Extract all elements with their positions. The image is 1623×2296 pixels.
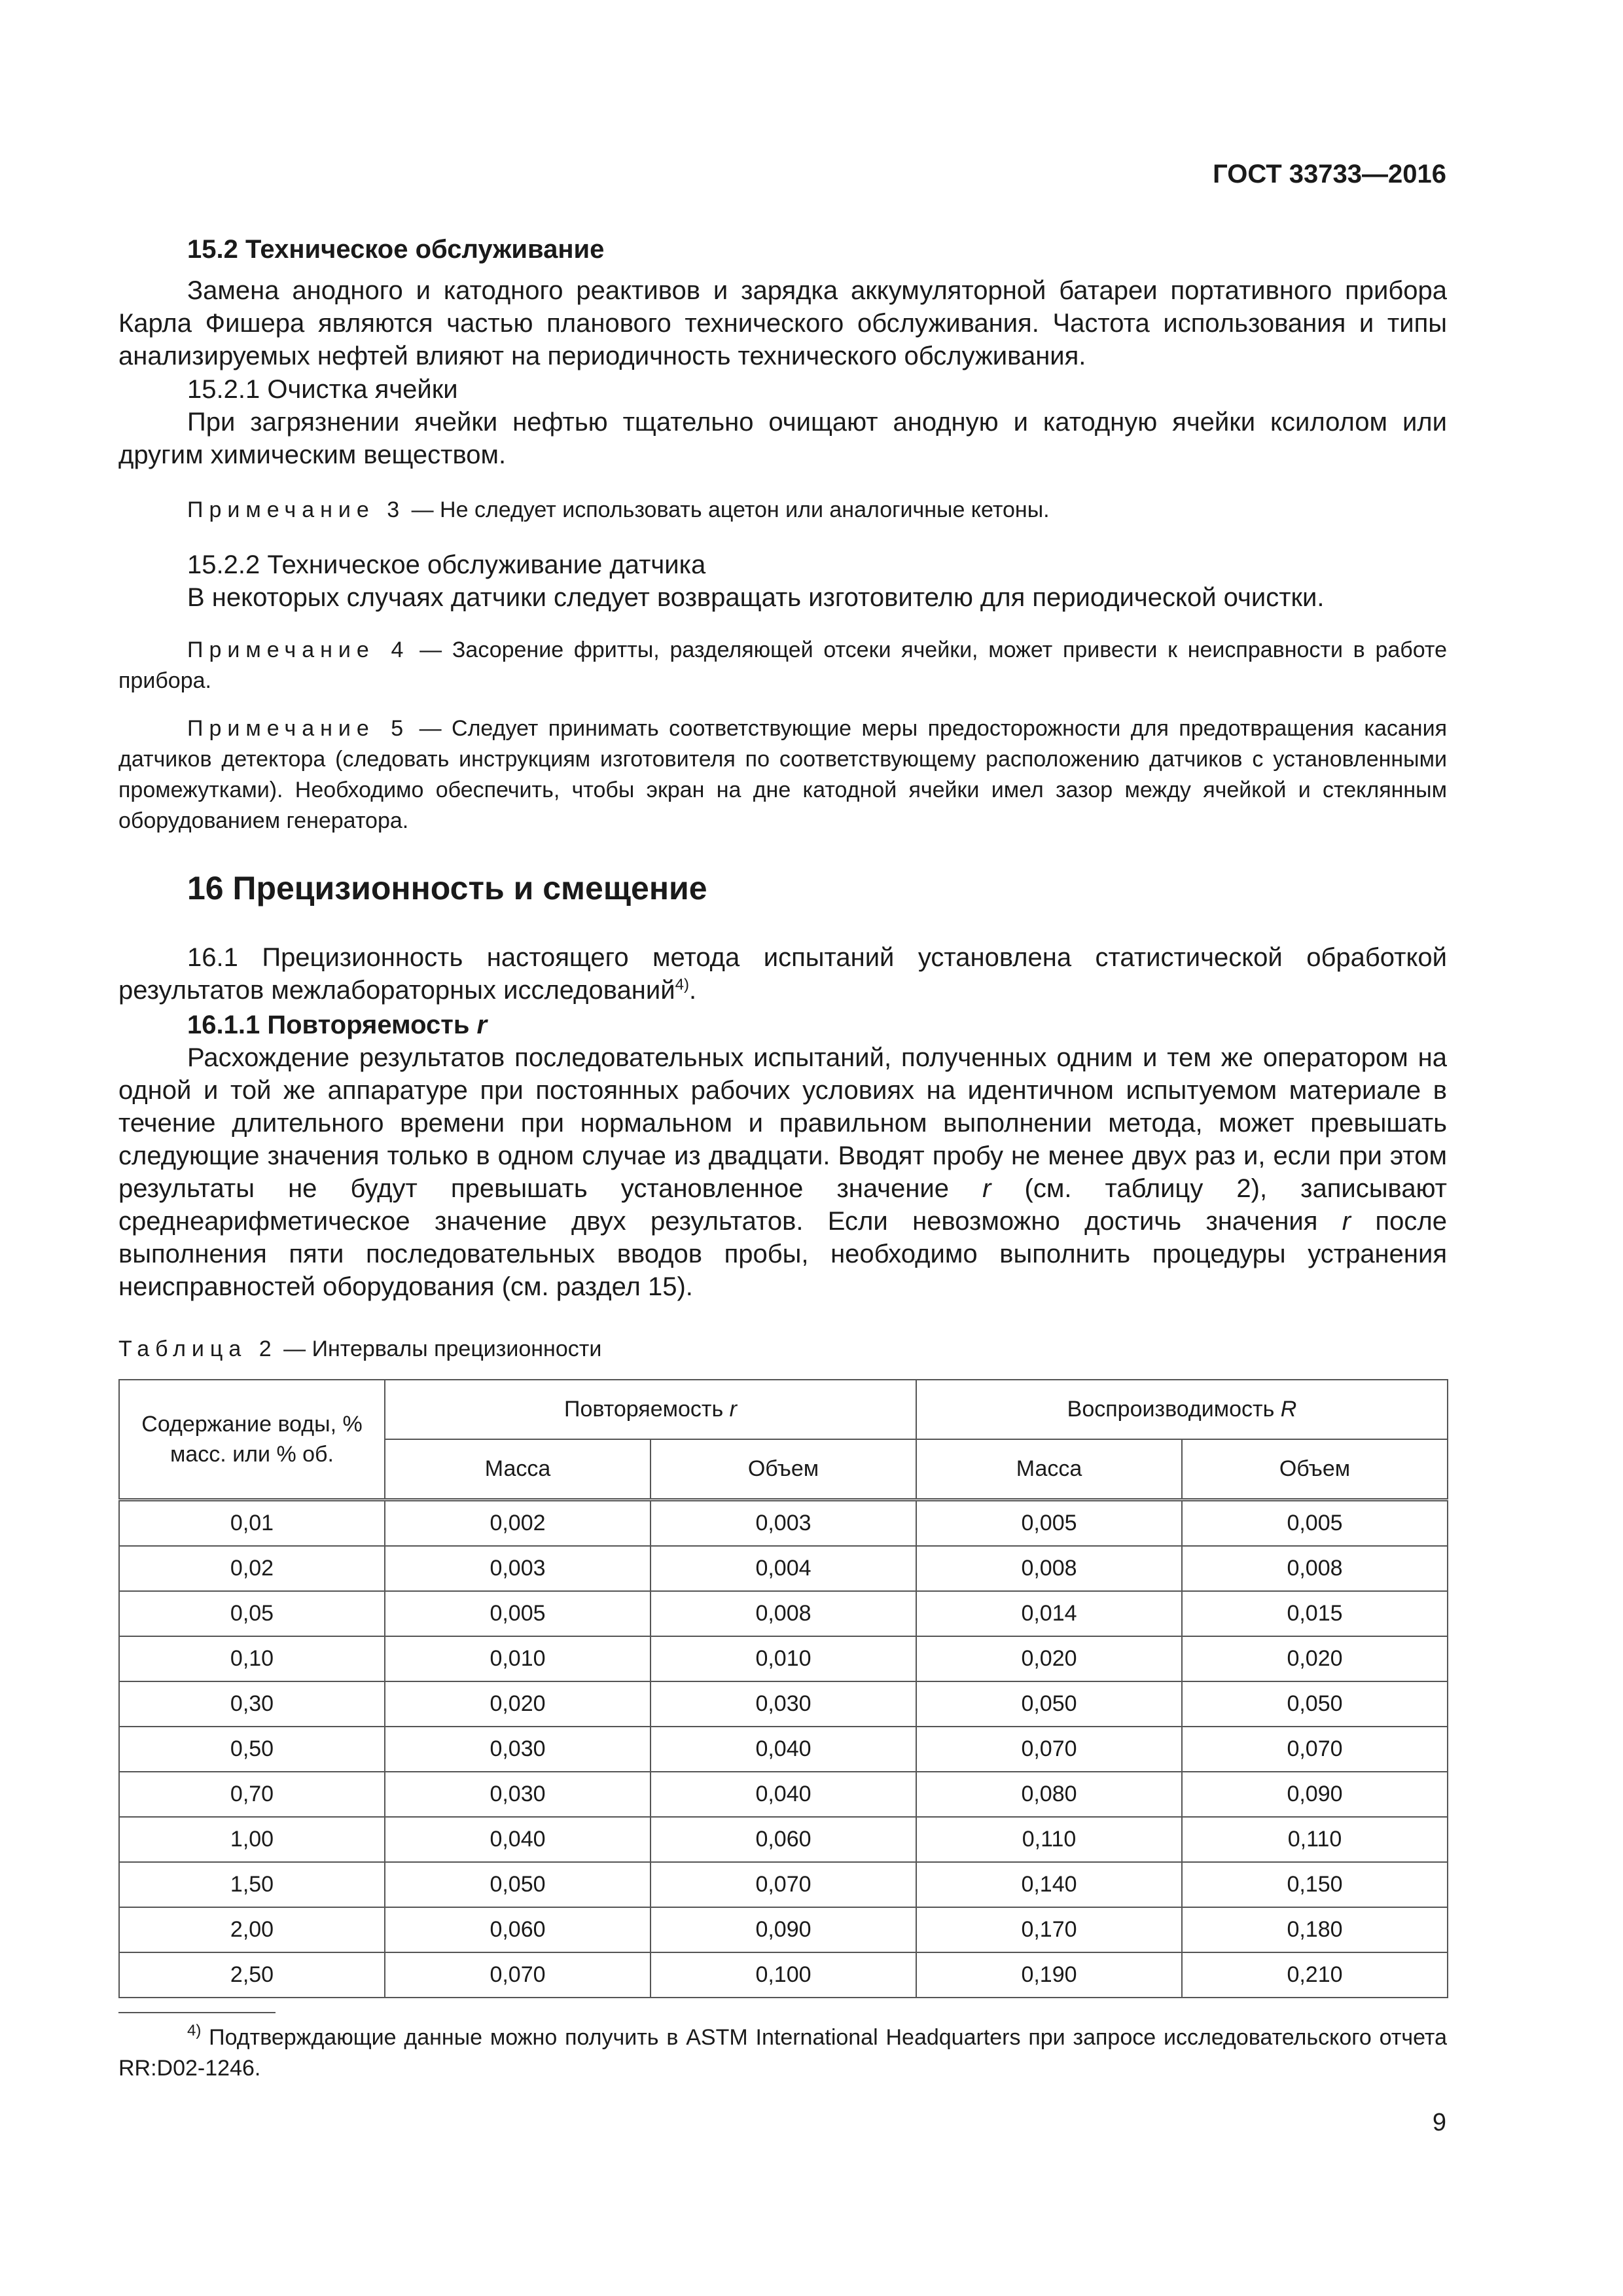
header-repeatability-text: Повторяемость [564, 1397, 730, 1422]
header-reproducibility-text: Воспроизводимость [1067, 1397, 1281, 1422]
section-15-2-heading: 15.2 Техническое обслуживание [187, 235, 605, 264]
footnote-4-text: Подтверждающие данные можно получить в ASTM International Headquarters при запросе исследовательского отчета RR:D02-1246. [118, 2025, 1447, 2081]
section-16-1-1-text-c: после выполнения пяти последовательных вводов пробы, необходимо выполнить процедуры устранения неисправностей оборудования (см. раздел 15). [118, 1207, 1447, 1301]
cell-water-content: 0,70 [119, 1772, 385, 1817]
cell-repeat-volume: 0,090 [651, 1907, 916, 1952]
cell-reprod-mass: 0,050 [916, 1681, 1182, 1727]
section-16-1-1-text-b: (см. таблицу 2), записывают среднеарифметическое значение двух результатов. Если невозможно достичь значения [118, 1174, 1448, 1236]
cell-reprod-mass: 0,080 [916, 1772, 1182, 1817]
table-row [119, 1727, 1448, 1772]
table-2-caption-text: — Интервалы прецизионности [277, 1336, 602, 1361]
note-4-label: Примечание 4 [187, 637, 410, 662]
cell-reprod-mass: 0,014 [916, 1591, 1182, 1636]
page-number: 9 [1432, 2109, 1446, 2136]
cell-repeat-volume: 0,070 [651, 1862, 916, 1907]
header-water-content [119, 1380, 385, 1500]
footnote-4 [118, 2022, 1447, 2084]
cell-water-content: 0,05 [119, 1591, 385, 1636]
cell-water-content: 0,50 [119, 1727, 385, 1772]
cell-repeat-volume: 0,008 [651, 1591, 916, 1636]
cell-reprod-volume: 0,015 [1182, 1591, 1448, 1636]
table-row [119, 1817, 1448, 1862]
section-16-1-1-symbol: r [476, 1011, 488, 1039]
header-reproducibility [916, 1380, 1448, 1439]
section-16-1-1-heading-text: 16.1.1 Повторяемость [187, 1011, 477, 1039]
section-15-2-2-paragraph: В некоторых случаях датчики следует возвращать изготовителю для периодической очистки. [187, 583, 1325, 612]
header-reprod-mass: Масса [916, 1439, 1182, 1500]
cell-repeat-mass: 0,070 [385, 1952, 651, 1998]
table-2-caption [118, 1334, 601, 1365]
table-row [119, 1862, 1448, 1907]
cell-reprod-mass: 0,190 [916, 1952, 1182, 1998]
precision-table [118, 1379, 1448, 1998]
cell-repeat-mass: 0,030 [385, 1772, 651, 1817]
cell-reprod-mass: 0,008 [916, 1546, 1182, 1591]
cell-repeat-mass: 0,005 [385, 1591, 651, 1636]
cell-reprod-volume: 0,150 [1182, 1862, 1448, 1907]
cell-reprod-volume: 0,050 [1182, 1681, 1448, 1727]
header-repeat-mass: Масса [385, 1439, 651, 1500]
cell-reprod-volume: 0,090 [1182, 1772, 1448, 1817]
cell-repeat-volume: 0,100 [651, 1952, 916, 1998]
section-16-1-text: 16.1 Прецизионность настоящего метода испытаний установлена статистической обработкой результатов межлабораторных исследований [118, 943, 1447, 1005]
cell-water-content: 1,00 [119, 1817, 385, 1862]
cell-repeat-mass: 0,060 [385, 1907, 651, 1952]
section-16-1-end: . [688, 976, 697, 1005]
cell-repeat-volume: 0,003 [651, 1500, 916, 1547]
note-5-label: Примечание 5 [187, 716, 410, 741]
cell-reprod-mass: 0,070 [916, 1727, 1182, 1772]
cell-repeat-volume: 0,010 [651, 1636, 916, 1681]
symbol-r: r [1342, 1207, 1351, 1236]
cell-reprod-mass: 0,170 [916, 1907, 1182, 1952]
table-2-caption-label: Таблица 2 [118, 1336, 277, 1361]
cell-repeat-mass: 0,010 [385, 1636, 651, 1681]
section-16-1-paragraph [118, 941, 1447, 1007]
table-row [119, 1546, 1448, 1591]
header-reprod-volume: Объем [1182, 1439, 1448, 1500]
footnote-separator [118, 2012, 276, 2013]
header-repeat-volume: Объем [651, 1439, 916, 1500]
cell-repeat-mass: 0,050 [385, 1862, 651, 1907]
cell-repeat-mass: 0,030 [385, 1727, 651, 1772]
header-water-content-text: Содержание воды, % масс. или % об. [141, 1412, 363, 1467]
cell-water-content: 0,02 [119, 1546, 385, 1591]
section-15-2-2-heading: 15.2.2 Техническое обслуживание датчика [187, 550, 706, 579]
cell-reprod-volume: 0,210 [1182, 1952, 1448, 1998]
table-row [119, 1681, 1448, 1727]
cell-water-content: 2,00 [119, 1907, 385, 1952]
table-body [119, 1500, 1448, 1998]
cell-repeat-mass: 0,002 [385, 1500, 651, 1547]
cell-reprod-volume: 0,008 [1182, 1546, 1448, 1591]
table-row [119, 1907, 1448, 1952]
cell-repeat-volume: 0,040 [651, 1727, 916, 1772]
document-id: ГОСТ 33733—2016 [1213, 160, 1446, 188]
cell-repeat-volume: 0,040 [651, 1772, 916, 1817]
section-16-1-1-text-a: Расхождение результатов последовательных испытаний, полученных одним и тем же оператором на одной и той же аппаратуре при постоянных рабочих условиях на идентичном испытуемом материале в течение длительного времени при нормальном и правильном выполнении метода, может превышать следующие значения только в одном случае из двадцати. Вводят пробу не менее двух раз и, если при этом результаты не будут превышать установленное значение [118, 1043, 1447, 1203]
table-row [119, 1591, 1448, 1636]
section-15-2-paragraph: Замена анодного и катодного реактивов и зарядка аккумуляторной батареи портативного прибора Карла Фишера являются частью планового технического обслуживания. Частота использования и типы анализируемых нефтей влияют на периодичность технического обслуживания. [118, 276, 1447, 370]
section-16-heading: 16 Прецизионность и смещение [187, 870, 707, 906]
note-3 [187, 495, 1447, 526]
cell-repeat-mass: 0,040 [385, 1817, 651, 1862]
cell-reprod-volume: 0,180 [1182, 1907, 1448, 1952]
cell-reprod-mass: 0,005 [916, 1500, 1182, 1547]
cell-repeat-mass: 0,003 [385, 1546, 651, 1591]
table-row [119, 1636, 1448, 1681]
header-repeatability-symbol: r [729, 1397, 737, 1422]
cell-reprod-mass: 0,110 [916, 1817, 1182, 1862]
cell-water-content: 0,01 [119, 1500, 385, 1547]
section-15-2-1-paragraph: При загрязнении ячейки нефтью тщательно очищают анодную и катодную ячейки ксилолом или другим химическим веществом. [118, 408, 1447, 469]
note-5-text: — Следует принимать соответствующие меры предосторожности для предотвращения касания датчиков детектора (следовать инструкциям изготовителя по соответствующему расположению датчиков с установленными промежутками). Необходимо обеспечить, чтобы экран на дне катодной ячейки имел зазор между ячейкой и стеклянным оборудованием генератора. [118, 716, 1447, 833]
footnote-ref-4[interactable]: 4) [675, 976, 689, 994]
section-16-1-1-paragraph [118, 1041, 1447, 1303]
header-reproducibility-symbol: R [1280, 1397, 1297, 1422]
cell-reprod-mass: 0,140 [916, 1862, 1182, 1907]
note-3-text: — Не следует использовать ацетон или аналогичные кетоны. [405, 497, 1050, 522]
note-4 [118, 635, 1447, 696]
cell-repeat-volume: 0,004 [651, 1546, 916, 1591]
symbol-r: r [982, 1174, 991, 1203]
note-4-text: — Засорение фритты, разделяющей отсеки ячейки, может привести к неисправности в работе прибора. [118, 637, 1448, 693]
footnote-4-mark: 4) [187, 2022, 202, 2039]
table-row [119, 1500, 1448, 1547]
header-repeatability [385, 1380, 916, 1439]
cell-reprod-volume: 0,020 [1182, 1636, 1448, 1681]
cell-reprod-volume: 0,005 [1182, 1500, 1448, 1547]
cell-reprod-volume: 0,070 [1182, 1727, 1448, 1772]
cell-reprod-volume: 0,110 [1182, 1817, 1448, 1862]
cell-repeat-volume: 0,030 [651, 1681, 916, 1727]
note-3-label: Примечание 3 [187, 497, 406, 522]
cell-water-content: 0,30 [119, 1681, 385, 1727]
cell-repeat-volume: 0,060 [651, 1817, 916, 1862]
cell-repeat-mass: 0,020 [385, 1681, 651, 1727]
section-16-1-1-heading [187, 1009, 487, 1041]
table-row [119, 1952, 1448, 1998]
cell-reprod-mass: 0,020 [916, 1636, 1182, 1681]
cell-water-content: 0,10 [119, 1636, 385, 1681]
cell-water-content: 1,50 [119, 1862, 385, 1907]
table-row [119, 1772, 1448, 1817]
cell-water-content: 2,50 [119, 1952, 385, 1998]
section-15-2-1-heading: 15.2.1 Очистка ячейки [187, 375, 458, 404]
note-5 [118, 713, 1447, 836]
